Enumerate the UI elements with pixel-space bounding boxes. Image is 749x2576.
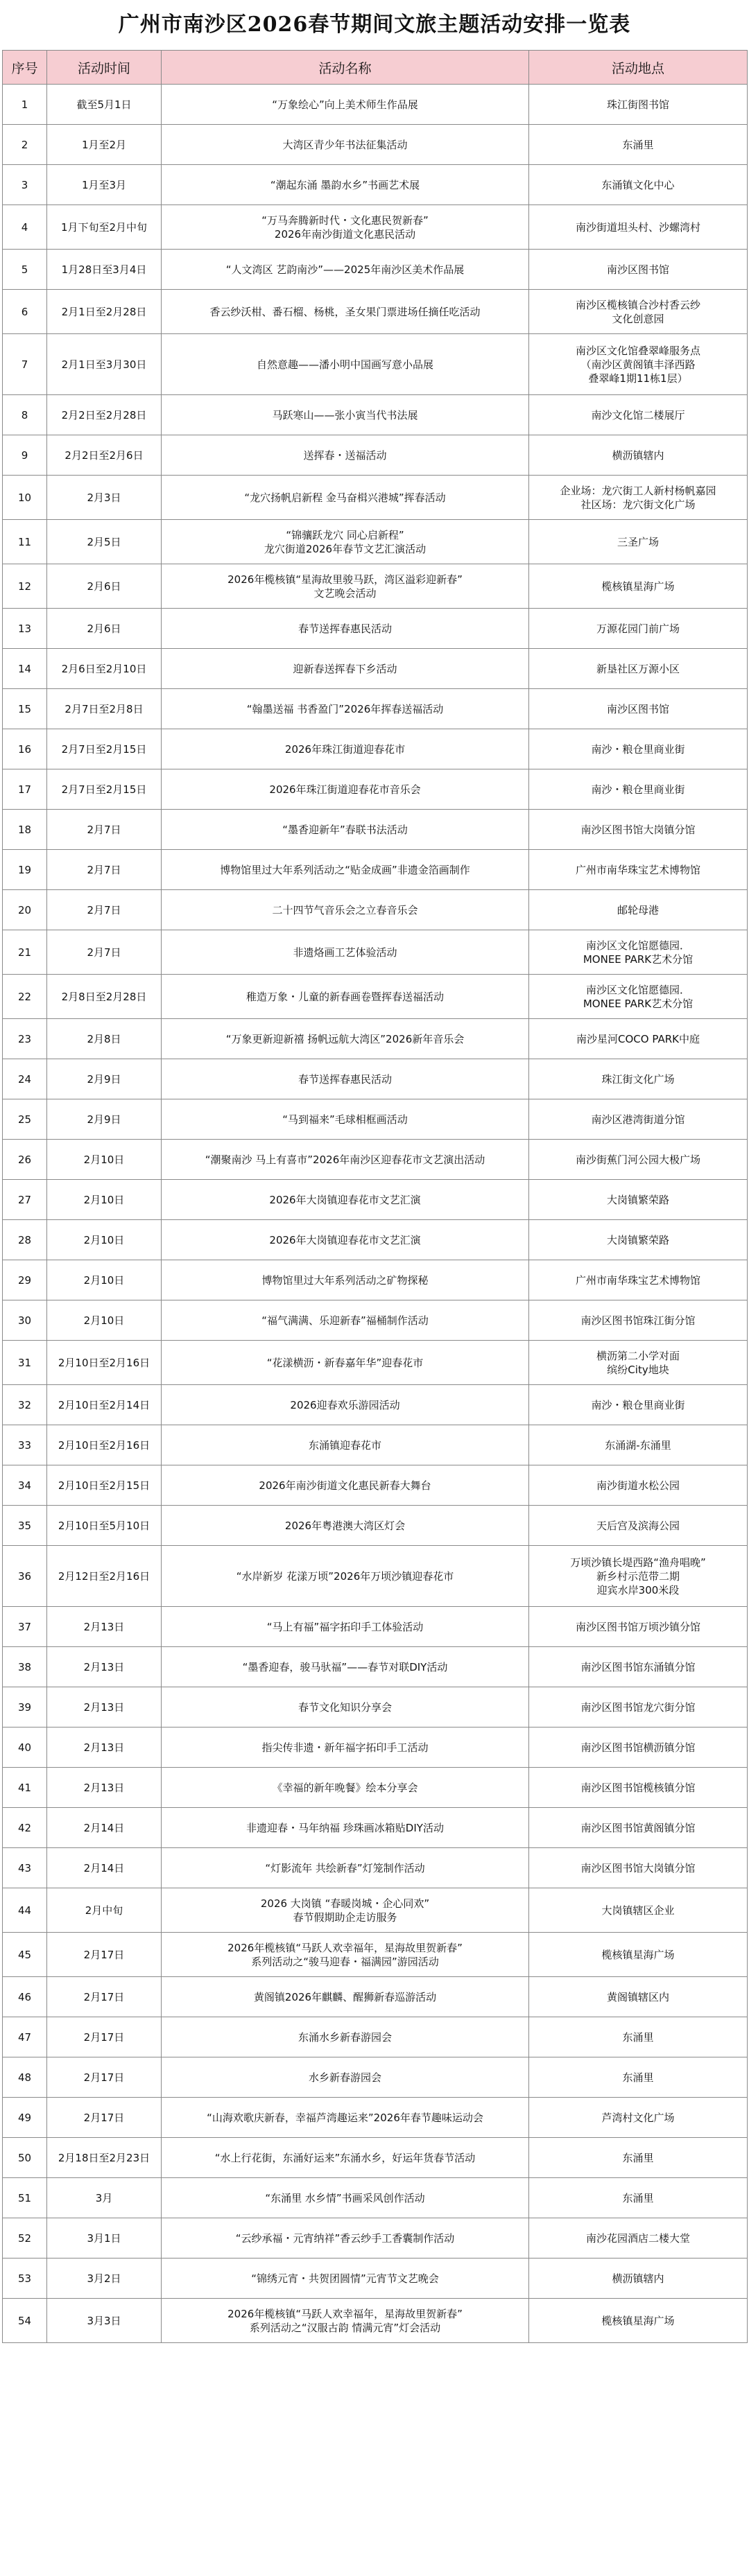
table-row <box>3 435 748 476</box>
table-row <box>3 975 748 1019</box>
cell-no: 37 <box>3 1607 47 1647</box>
cell-time: 2月17日 <box>47 2017 162 2057</box>
cell-activity-name: 迎新春送挥春下乡活动 <box>162 649 529 689</box>
cell-activity-name: “灯影流年 共绘新春”灯笼制作活动 <box>162 1848 529 1888</box>
cell-activity-name: 二十四节气音乐会之立春音乐会 <box>162 890 529 930</box>
cell-no: 31 <box>3 1341 47 1385</box>
cell-place: 南沙・粮仓里商业街 <box>529 1385 748 1425</box>
table-row <box>3 649 748 689</box>
column-header-place: 活动地点 <box>529 51 748 85</box>
cell-time: 2月10日 <box>47 1300 162 1341</box>
cell-activity-name: 2026年南沙街道文化惠民新春大舞台 <box>162 1465 529 1506</box>
cell-activity-name: 非遗烙画工艺体验活动 <box>162 930 529 975</box>
cell-place: 东涌里 <box>529 125 748 165</box>
cell-no: 26 <box>3 1140 47 1180</box>
table-row <box>3 1768 748 1808</box>
cell-activity-name: “山海欢歌庆新春，幸福芦湾趣运来”2026年春节趣味运动会 <box>162 2098 529 2138</box>
cell-time: 2月7日 <box>47 850 162 890</box>
cell-place: 南沙区图书馆珠江街分馆 <box>529 1300 748 1341</box>
cell-no: 13 <box>3 609 47 649</box>
cell-time: 2月10日至2月15日 <box>47 1465 162 1506</box>
cell-place: 三圣广场 <box>529 520 748 564</box>
cell-activity-name: “墨香迎新年”春联书法活动 <box>162 810 529 850</box>
table-header-row <box>3 51 748 85</box>
cell-activity-name: 2026年大岗镇迎春花市文艺汇演 <box>162 1220 529 1260</box>
cell-activity-name: “潮起东涌 墨韵水乡”书画艺术展 <box>162 165 529 205</box>
cell-place: 新垦社区万源小区 <box>529 649 748 689</box>
cell-no: 4 <box>3 205 47 250</box>
cell-place: 南沙区文化馆叠翠峰服务点 （南沙区黄阁镇丰泽西路 叠翠峰1期11栋1层） <box>529 334 748 395</box>
table-row <box>3 2057 748 2098</box>
cell-activity-name: 自然意趣——潘小明中国画写意小品展 <box>162 334 529 395</box>
cell-no: 39 <box>3 1687 47 1728</box>
cell-place: 南沙・粮仓里商业街 <box>529 729 748 769</box>
cell-no: 12 <box>3 564 47 609</box>
table-row <box>3 1019 748 1059</box>
table-row <box>3 2098 748 2138</box>
cell-activity-name: 指尖传非遗・新年福字拓印手工活动 <box>162 1728 529 1768</box>
cell-time: 2月10日至2月16日 <box>47 1341 162 1385</box>
cell-place: 南沙区文化馆愿德园． MONEE PARK艺术分馆 <box>529 930 748 975</box>
cell-activity-name: “福气满满、乐迎新春”福桶制作活动 <box>162 1300 529 1341</box>
cell-place: 南沙街道水松公园 <box>529 1465 748 1506</box>
table-row <box>3 1607 748 1647</box>
cell-activity-name: 2026年榄核镇“马跃人欢幸福年，星海故里贺新春” 系列活动之“汉服古韵 情满元宵”灯会活动 <box>162 2299 529 2343</box>
table-row <box>3 1808 748 1848</box>
cell-place: 榄核镇星海广场 <box>529 2299 748 2343</box>
table-row <box>3 334 748 395</box>
cell-activity-name: 东涌镇迎春花市 <box>162 1425 529 1465</box>
cell-place: 南沙街道坦头村、沙螺湾村 <box>529 205 748 250</box>
cell-activity-name: 2026 大岗镇 “春暖岗城・企心同欢” 春节假期助企走访服务 <box>162 1888 529 1933</box>
column-header-time: 活动时间 <box>47 51 162 85</box>
column-header-no: 序号 <box>3 51 47 85</box>
cell-time: 2月6日至2月10日 <box>47 649 162 689</box>
table-row <box>3 1140 748 1180</box>
cell-time: 3月1日 <box>47 2218 162 2259</box>
cell-time: 2月13日 <box>47 1687 162 1728</box>
cell-activity-name: 2026年大岗镇迎春花市文艺汇演 <box>162 1180 529 1220</box>
table-row <box>3 729 748 769</box>
cell-no: 53 <box>3 2259 47 2299</box>
schedule-table <box>2 50 748 2343</box>
cell-place: 东涌里 <box>529 2057 748 2098</box>
cell-time: 2月7日 <box>47 810 162 850</box>
cell-place: 大岗镇辖区企业 <box>529 1888 748 1933</box>
table-row <box>3 85 748 125</box>
cell-no: 45 <box>3 1933 47 1977</box>
cell-activity-name: “墨香迎春，骏马驮福”——春节对联DIY活动 <box>162 1647 529 1687</box>
cell-activity-name: 送挥春・送福活动 <box>162 435 529 476</box>
cell-no: 50 <box>3 2138 47 2178</box>
cell-time: 2月10日至2月14日 <box>47 1385 162 1425</box>
cell-time: 2月10日 <box>47 1180 162 1220</box>
table-row <box>3 1848 748 1888</box>
cell-activity-name: 2026年榄核镇“马跃人欢幸福年，星海故里贺新春” 系列活动之“骏马迎春・福满园”游园活动 <box>162 1933 529 1977</box>
cell-activity-name: 《幸福的新年晚餐》绘本分享会 <box>162 1768 529 1808</box>
cell-no: 34 <box>3 1465 47 1506</box>
cell-activity-name: 2026年榄核镇“星海故里骏马跃，湾区溢彩迎新春” 文艺晚会活动 <box>162 564 529 609</box>
cell-time: 2月10日 <box>47 1220 162 1260</box>
cell-time: 2月7日至2月15日 <box>47 729 162 769</box>
cell-activity-name: 春节文化知识分享会 <box>162 1687 529 1728</box>
table-row <box>3 1300 748 1341</box>
table-row <box>3 1728 748 1768</box>
cell-place: 南沙区图书馆 <box>529 250 748 290</box>
cell-activity-name: 2026年粤港澳大湾区灯会 <box>162 1506 529 1546</box>
cell-no: 49 <box>3 2098 47 2138</box>
cell-activity-name: “潮聚南沙 马上有喜市”2026年南沙区迎春花市文艺演出活动 <box>162 1140 529 1180</box>
cell-time: 1月至2月 <box>47 125 162 165</box>
table-row <box>3 850 748 890</box>
cell-time: 1月下旬至2月中旬 <box>47 205 162 250</box>
cell-time: 3月 <box>47 2178 162 2218</box>
cell-no: 42 <box>3 1808 47 1848</box>
cell-place: 大岗镇繁荣路 <box>529 1220 748 1260</box>
cell-no: 16 <box>3 729 47 769</box>
cell-no: 43 <box>3 1848 47 1888</box>
cell-no: 29 <box>3 1260 47 1300</box>
cell-place: 南沙・粮仓里商业街 <box>529 769 748 810</box>
table-row <box>3 930 748 975</box>
cell-place: 榄核镇星海广场 <box>529 1933 748 1977</box>
table-row <box>3 395 748 435</box>
cell-no: 24 <box>3 1059 47 1099</box>
cell-activity-name: 水乡新春游园会 <box>162 2057 529 2098</box>
cell-place: 企业场：龙穴街工人新村杨帆嘉园 社区场：龙穴街文化广场 <box>529 476 748 520</box>
cell-no: 22 <box>3 975 47 1019</box>
cell-place: 横沥镇辖内 <box>529 435 748 476</box>
cell-time: 2月9日 <box>47 1059 162 1099</box>
cell-time: 2月6日 <box>47 609 162 649</box>
cell-place: 东涌镇文化中心 <box>529 165 748 205</box>
table-row <box>3 1933 748 1977</box>
cell-place: 南沙区榄核镇合沙村香云纱 文化创意园 <box>529 290 748 334</box>
cell-no: 20 <box>3 890 47 930</box>
cell-no: 18 <box>3 810 47 850</box>
cell-no: 3 <box>3 165 47 205</box>
cell-no: 5 <box>3 250 47 290</box>
cell-activity-name: “万象绘心”向上美术师生作品展 <box>162 85 529 125</box>
table-row <box>3 250 748 290</box>
cell-activity-name: 博物馆里过大年系列活动之矿物探秘 <box>162 1260 529 1300</box>
cell-activity-name: “水岸新岁 花漾万顷”2026年万顷沙镇迎春花市 <box>162 1546 529 1607</box>
cell-place: 南沙区图书馆万顷沙镇分馆 <box>529 1607 748 1647</box>
table-row <box>3 476 748 520</box>
table-row <box>3 520 748 564</box>
cell-activity-name: 2026迎春欢乐游园活动 <box>162 1385 529 1425</box>
table-row <box>3 2178 748 2218</box>
cell-place: 横沥第二小学对面 缤纷City地块 <box>529 1341 748 1385</box>
cell-place: 南沙花园酒店二楼大堂 <box>529 2218 748 2259</box>
table-row <box>3 1465 748 1506</box>
cell-time: 2月1日至3月30日 <box>47 334 162 395</box>
table-row <box>3 1977 748 2017</box>
cell-place: 南沙星河COCO PARK中庭 <box>529 1019 748 1059</box>
table-row <box>3 2138 748 2178</box>
cell-time: 2月7日至2月8日 <box>47 689 162 729</box>
cell-place: 东涌里 <box>529 2017 748 2057</box>
cell-no: 35 <box>3 1506 47 1546</box>
cell-activity-name: “东涌里 水乡情”书画采风创作活动 <box>162 2178 529 2218</box>
cell-place: 南沙区图书馆大岗镇分馆 <box>529 810 748 850</box>
cell-time: 2月10日 <box>47 1260 162 1300</box>
cell-no: 8 <box>3 395 47 435</box>
table-row <box>3 1888 748 1933</box>
cell-activity-name: 2026年珠江街道迎春花市音乐会 <box>162 769 529 810</box>
cell-activity-name: “锦骧跃龙穴 同心启新程” 龙穴街道2026年春节文艺汇演活动 <box>162 520 529 564</box>
cell-time: 1月28日至3月4日 <box>47 250 162 290</box>
cell-time: 2月13日 <box>47 1647 162 1687</box>
cell-no: 38 <box>3 1647 47 1687</box>
cell-no: 28 <box>3 1220 47 1260</box>
cell-time: 2月9日 <box>47 1099 162 1140</box>
cell-time: 2月17日 <box>47 2098 162 2138</box>
cell-activity-name: 马跃寒山——张小寅当代书法展 <box>162 395 529 435</box>
table-row <box>3 2017 748 2057</box>
document-title: 广州市南沙区2026春节期间文旅主题活动安排一览表 <box>118 12 631 37</box>
cell-time: 2月10日至5月10日 <box>47 1506 162 1546</box>
cell-time: 2月7日 <box>47 890 162 930</box>
cell-place: 芦湾村文化广场 <box>529 2098 748 2138</box>
cell-place: 南沙区图书馆大岗镇分馆 <box>529 1848 748 1888</box>
cell-no: 23 <box>3 1019 47 1059</box>
cell-no: 17 <box>3 769 47 810</box>
cell-no: 14 <box>3 649 47 689</box>
table-body <box>3 85 748 2343</box>
table-row <box>3 2218 748 2259</box>
cell-activity-name: 博物馆里过大年系列活动之“贴金成画”非遗金箔画制作 <box>162 850 529 890</box>
cell-no: 32 <box>3 1385 47 1425</box>
cell-time: 2月13日 <box>47 1607 162 1647</box>
cell-time: 2月1日至2月28日 <box>47 290 162 334</box>
cell-place: 万顷沙镇长堤西路“渔舟唱晚” 新乡村示范带二期 迎宾水岸300米段 <box>529 1546 748 1607</box>
cell-time: 2月5日 <box>47 520 162 564</box>
cell-place: 南沙区文化馆愿德园． MONEE PARK艺术分馆 <box>529 975 748 1019</box>
cell-place: 大岗镇繁荣路 <box>529 1180 748 1220</box>
cell-time: 2月中旬 <box>47 1888 162 1933</box>
cell-activity-name: 香云纱沃柑、番石榴、杨桃，圣女果门票进场任摘任吃活动 <box>162 290 529 334</box>
cell-no: 7 <box>3 334 47 395</box>
table-row <box>3 609 748 649</box>
cell-no: 15 <box>3 689 47 729</box>
cell-place: 万源花园门前广场 <box>529 609 748 649</box>
cell-time: 2月2日至2月6日 <box>47 435 162 476</box>
table-row <box>3 890 748 930</box>
cell-no: 11 <box>3 520 47 564</box>
cell-activity-name: “翰墨送福 书香盈门”2026年挥春送福活动 <box>162 689 529 729</box>
cell-no: 27 <box>3 1180 47 1220</box>
cell-activity-name: “花漾横沥・新春嘉年华”迎春花市 <box>162 1341 529 1385</box>
cell-place: 南沙区图书馆榄核镇分馆 <box>529 1768 748 1808</box>
cell-time: 2月14日 <box>47 1848 162 1888</box>
cell-activity-name: “马上有福”福字拓印手工体验活动 <box>162 1607 529 1647</box>
table-row <box>3 1180 748 1220</box>
cell-time: 2月3日 <box>47 476 162 520</box>
cell-activity-name: “马到福来”毛球相框画活动 <box>162 1099 529 1140</box>
table-row <box>3 1687 748 1728</box>
cell-no: 1 <box>3 85 47 125</box>
cell-place: 东涌里 <box>529 2138 748 2178</box>
table-row <box>3 1059 748 1099</box>
table-row <box>3 564 748 609</box>
cell-place: 黄阁镇辖区内 <box>529 1977 748 2017</box>
cell-time: 2月10日至2月16日 <box>47 1425 162 1465</box>
cell-time: 2月6日 <box>47 564 162 609</box>
cell-activity-name: 非遗迎春・马年纳福 珍珠画冰箱贴DIY活动 <box>162 1808 529 1848</box>
cell-no: 2 <box>3 125 47 165</box>
cell-place: 南沙区图书馆黄阁镇分馆 <box>529 1808 748 1848</box>
cell-place: 南沙文化馆二楼展厅 <box>529 395 748 435</box>
cell-time: 2月12日至2月16日 <box>47 1546 162 1607</box>
cell-activity-name: 春节送挥春惠民活动 <box>162 609 529 649</box>
cell-no: 47 <box>3 2017 47 2057</box>
cell-no: 10 <box>3 476 47 520</box>
cell-time: 2月8日至2月28日 <box>47 975 162 1019</box>
cell-place: 广州市南华珠宝艺术博物馆 <box>529 1260 748 1300</box>
cell-no: 51 <box>3 2178 47 2218</box>
cell-place: 东涌湖-东涌里 <box>529 1425 748 1465</box>
cell-time: 3月3日 <box>47 2299 162 2343</box>
table-row <box>3 1647 748 1687</box>
cell-no: 6 <box>3 290 47 334</box>
cell-no: 48 <box>3 2057 47 2098</box>
cell-activity-name: “锦绣元宵・共贺团圆情”元宵节文艺晚会 <box>162 2259 529 2299</box>
cell-no: 41 <box>3 1768 47 1808</box>
cell-time: 2月7日 <box>47 930 162 975</box>
table-row <box>3 1260 748 1300</box>
table-row <box>3 689 748 729</box>
table-row <box>3 1546 748 1607</box>
table-row <box>3 2259 748 2299</box>
cell-no: 46 <box>3 1977 47 2017</box>
cell-activity-name: “水上行花街，东涌好运来”东涌水乡，好运年货春节活动 <box>162 2138 529 2178</box>
cell-place: 南沙区图书馆东涌镇分馆 <box>529 1647 748 1687</box>
cell-no: 25 <box>3 1099 47 1140</box>
cell-place: 东涌里 <box>529 2178 748 2218</box>
cell-activity-name: “人文湾区 艺韵南沙”——2025年南沙区美术作品展 <box>162 250 529 290</box>
table-row <box>3 290 748 334</box>
cell-time: 2月17日 <box>47 1977 162 2017</box>
cell-time: 2月10日 <box>47 1140 162 1180</box>
table-row <box>3 1385 748 1425</box>
table-row <box>3 1506 748 1546</box>
cell-time: 2月2日至2月28日 <box>47 395 162 435</box>
cell-time: 2月17日 <box>47 1933 162 1977</box>
cell-place: 横沥镇辖内 <box>529 2259 748 2299</box>
cell-place: 南沙区图书馆横沥镇分馆 <box>529 1728 748 1768</box>
cell-activity-name: 稚造万象・儿童的新春画卷暨挥春送福活动 <box>162 975 529 1019</box>
table-row <box>3 205 748 250</box>
cell-place: 南沙区图书馆龙穴街分馆 <box>529 1687 748 1728</box>
table-row <box>3 1099 748 1140</box>
cell-no: 33 <box>3 1425 47 1465</box>
cell-activity-name: 大湾区青少年书法征集活动 <box>162 125 529 165</box>
cell-activity-name: 东涌水乡新春游园会 <box>162 2017 529 2057</box>
cell-no: 36 <box>3 1546 47 1607</box>
cell-time: 截至5月1日 <box>47 85 162 125</box>
cell-activity-name: “云纱承福・元宵纳祥”香云纱手工香囊制作活动 <box>162 2218 529 2259</box>
table-row <box>3 810 748 850</box>
cell-place: 珠江街文化广场 <box>529 1059 748 1099</box>
cell-activity-name: 春节送挥春惠民活动 <box>162 1059 529 1099</box>
cell-place: 邮轮母港 <box>529 890 748 930</box>
cell-time: 2月14日 <box>47 1808 162 1848</box>
table-row <box>3 165 748 205</box>
cell-time: 2月18日至2月23日 <box>47 2138 162 2178</box>
table-row <box>3 1220 748 1260</box>
cell-activity-name: “龙穴扬帆启新程 金马奋楫兴港城”挥春活动 <box>162 476 529 520</box>
cell-activity-name: “万马奔腾新时代・文化惠民贺新春” 2026年南沙街道文化惠民活动 <box>162 205 529 250</box>
table-row <box>3 1341 748 1385</box>
cell-time: 3月2日 <box>47 2259 162 2299</box>
cell-no: 21 <box>3 930 47 975</box>
table-row <box>3 769 748 810</box>
table-row <box>3 2299 748 2343</box>
cell-time: 2月7日至2月15日 <box>47 769 162 810</box>
cell-no: 9 <box>3 435 47 476</box>
cell-no: 40 <box>3 1728 47 1768</box>
cell-place: 天后宫及滨海公园 <box>529 1506 748 1546</box>
cell-place: 南沙街蕉门河公园大极广场 <box>529 1140 748 1180</box>
cell-activity-name: 2026年珠江街道迎春花市 <box>162 729 529 769</box>
column-header-name: 活动名称 <box>162 51 529 85</box>
cell-time: 1月至3月 <box>47 165 162 205</box>
cell-no: 30 <box>3 1300 47 1341</box>
cell-place: 南沙区港湾街道分馆 <box>529 1099 748 1140</box>
cell-no: 54 <box>3 2299 47 2343</box>
cell-time: 2月8日 <box>47 1019 162 1059</box>
cell-place: 珠江街图书馆 <box>529 85 748 125</box>
cell-no: 52 <box>3 2218 47 2259</box>
cell-place: 榄核镇星海广场 <box>529 564 748 609</box>
cell-place: 广州市南华珠宝艺术博物馆 <box>529 850 748 890</box>
cell-time: 2月17日 <box>47 2057 162 2098</box>
table-row <box>3 1425 748 1465</box>
cell-activity-name: “万象更新迎新禧 扬帆远航大湾区”2026新年音乐会 <box>162 1019 529 1059</box>
cell-place: 南沙区图书馆 <box>529 689 748 729</box>
cell-activity-name: 黄阁镇2026年麒麟、醒狮新春巡游活动 <box>162 1977 529 2017</box>
cell-time: 2月13日 <box>47 1768 162 1808</box>
cell-no: 44 <box>3 1888 47 1933</box>
cell-time: 2月13日 <box>47 1728 162 1768</box>
table-row <box>3 125 748 165</box>
cell-no: 19 <box>3 850 47 890</box>
